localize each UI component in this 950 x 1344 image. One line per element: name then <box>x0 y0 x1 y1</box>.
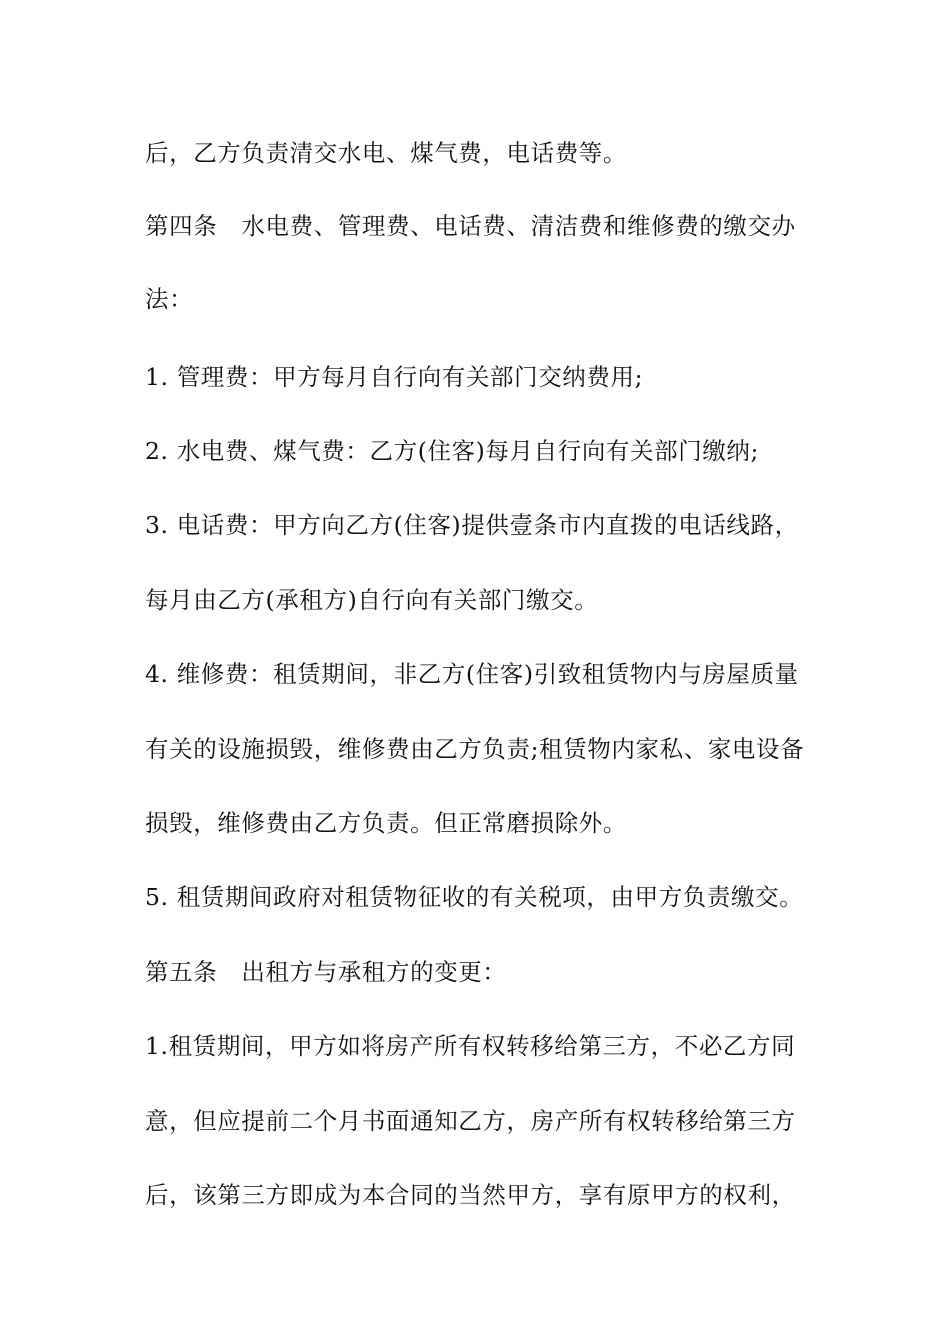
text-line: 3. 电话费：甲方向乙方(住客)提供壹条市内直拨的电话线路， <box>145 511 799 539</box>
text-line: 后，乙方负责清交水电、煤气费，电话费等。 <box>145 139 627 167</box>
text-line: 每月由乙方(承租方)自行向有关部门缴交。 <box>145 586 599 614</box>
text-line: 第五条 出租方与承租方的变更： <box>145 958 507 986</box>
text-line: 有关的设施损毁，维修费由乙方负责;租赁物内家私、家电设备 <box>145 735 805 763</box>
text-line: 损毁，维修费由乙方负责。但正常磨损除外。 <box>145 809 627 837</box>
text-line: 第四条 水电费、管理费、电话费、清洁费和维修费的缴交办 <box>145 212 796 240</box>
text-line: 5. 租赁期间政府对租赁物征收的有关税项，由甲方负责缴交。 <box>145 883 804 911</box>
text-line: 1.租赁期间，甲方如将房产所有权转移给第三方，不必乙方同 <box>145 1032 796 1060</box>
text-line: 后，该第三方即成为本合同的当然甲方，享有原甲方的权利， <box>145 1181 796 1209</box>
text-line: 1. 管理费：甲方每月自行向有关部门交纳费用; <box>145 363 644 391</box>
text-line: 法： <box>145 285 194 313</box>
text-line: 4. 维修费：租赁期间，非乙方(住客)引致租赁物内与房屋质量 <box>145 660 799 688</box>
text-line: 意，但应提前二个月书面通知乙方，房产所有权转移给第三方 <box>145 1107 796 1135</box>
text-line: 2. 水电费、煤气费：乙方(住客)每月自行向有关部门缴纳; <box>145 437 760 465</box>
